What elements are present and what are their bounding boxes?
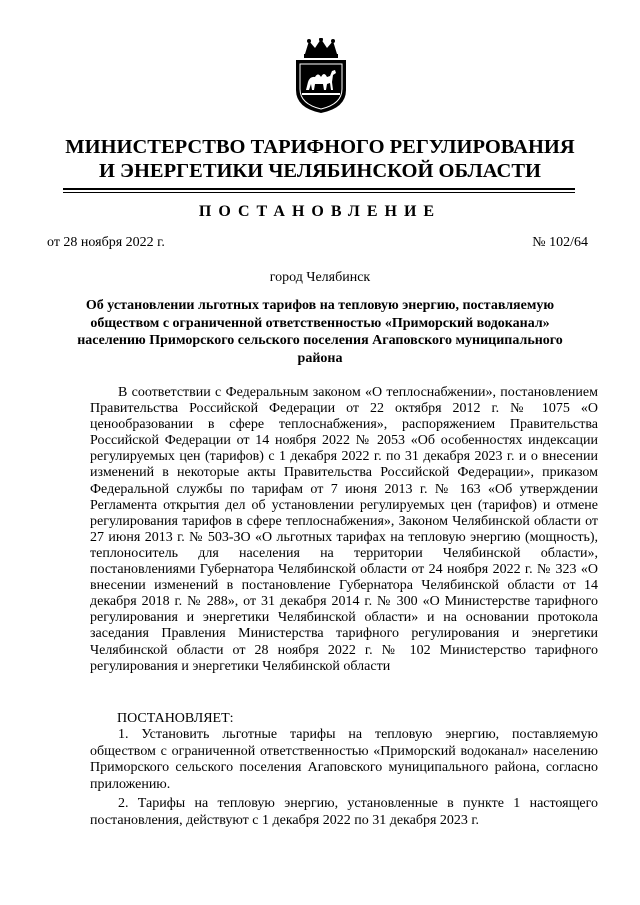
preamble-paragraph: В соответствии с Федеральным законом «О теплоснабжении», постановлением Правительства Российской Федерации от 22 октября 2012 г. № 1075 «О ценообразовании в сфере теплоснабжения», распоряжением Правительства Российской Федерации от 14 ноября 2022 № 2053 «Об особенностях индексации регулируемых цен (тарифов) с 1 декабря 2022 г. по 31 декабря 2023 г. и о внесении изменений в некоторые акты Правительства Российской Федерации», приказом Федеральной службы по тарифам от 7 июня 2013 г. № 163 «Об утверждении Регламента открытия дел об установлении регулируемых цен (тарифов) и отмене регулирования тарифов в сфере теплоснабжения», Законом Челябинской области от 27 июня 2013 г. № 503-ЗО «О льготных тарифах на тепловую энергию (мощность), теплоноситель для населения на территории Челябинской области», постановлениями Губернатора Челябинской области от 24 ноября 2022 г. № 323 «О внесении изменений в постановление Губернатора Челябинской области от 14 декабря 2018 г. № 288», от 31 декабря 2014 г. № 300 «О Министерстве тарифного регулирования и энергетики Челябинской области» и на основании протокола заседания Правления Министерства тарифного регулирования и энергетики Челябинской области от 28 ноября 2022 г. № 102 Министерство тарифного регулирования и энергетики Челябинской области: [90, 385, 598, 674]
crown-icon: [304, 38, 338, 58]
ministry-name-line2: И ЭНЕРГЕТИКИ ЧЕЛЯБИНСКОЙ ОБЛАСТИ: [98, 160, 541, 182]
decree-item-1: 1. Установить льготные тарифы на тепловую энергию, поставляемую обществом с ограниченной ответственностью «Приморский водоканал» населению Приморского сельского поселения Агаповского муниципального района, согласно приложению.: [90, 727, 598, 792]
coat-of-arms-icon: [294, 38, 348, 114]
document-type: ПОСТАНОВЛЕНИЕ: [198, 203, 442, 220]
ministry-name-line1: МИНИСТЕРСТВО ТАРИФНОГО РЕГУЛИРОВАНИЯ: [65, 136, 575, 158]
document-date: от 28 ноября 2022 г.: [47, 235, 165, 250]
document-number: № 102/64: [532, 235, 588, 250]
decree-word: ПОСТАНОВЛЯЕТ:: [117, 711, 234, 726]
header-divider-thin: [63, 192, 575, 193]
document-title: Об установлении льготных тарифов на тепловую энергию, поставляемую обществом с ограниченной ответственностью «Приморский водоканал» населению Приморского сельского поселения Агаповского муниципального района: [77, 298, 563, 366]
header-divider: [63, 188, 575, 190]
decree-item-2: 2. Тарифы на тепловую энергию, установленные в пункте 1 настоящего постановления, действуют с 1 декабря 2022 по 31 декабря 2023 г.: [90, 796, 598, 828]
document-city: город Челябинск: [269, 270, 371, 285]
